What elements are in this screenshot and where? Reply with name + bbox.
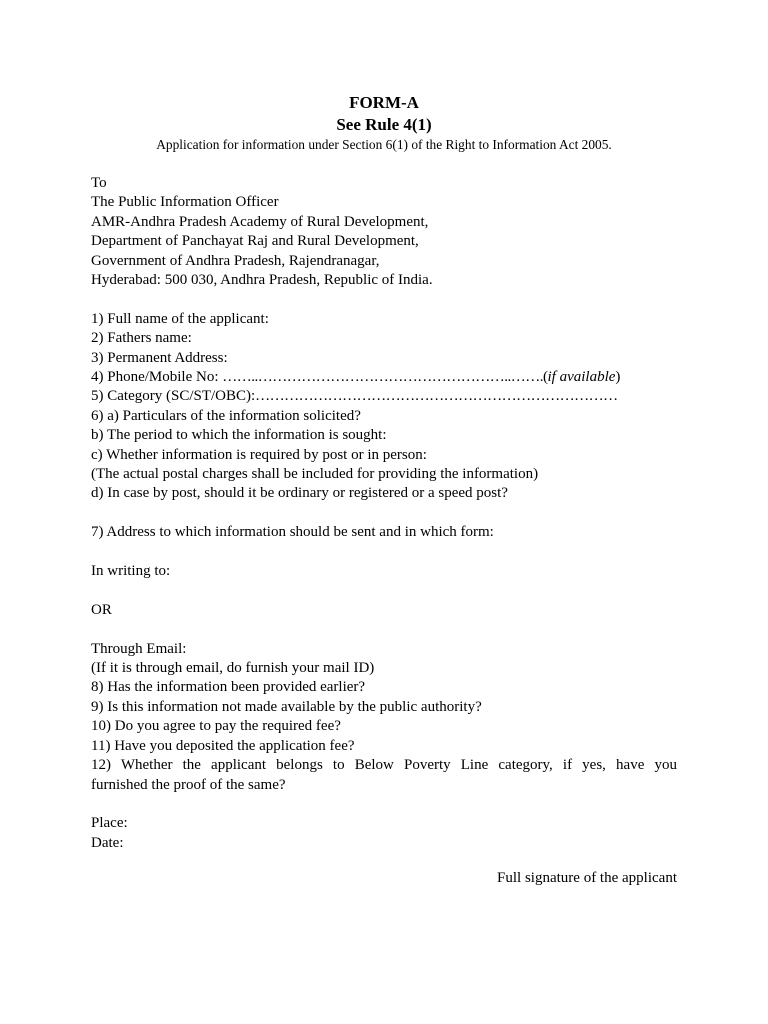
field-fathers-name: 2) Fathers name: — [91, 330, 192, 347]
address-block — [91, 174, 677, 290]
address-city: Hyderabad: 500 030, Andhra Pradesh, Republic of India. — [91, 272, 433, 289]
field-11: 11) Have you deposited the application fee? — [91, 737, 355, 754]
field-6b: b) The period to which the information is sought: — [91, 427, 387, 444]
email-note: (If it is through email, do furnish your mail ID) — [91, 660, 375, 677]
field-category-label: 5) Category (SC/ST/OBC): — [91, 388, 256, 405]
address-to: To — [91, 175, 107, 191]
field-permanent-address: 3) Permanent Address: — [91, 349, 228, 366]
field-phone-close: ) — [615, 369, 621, 386]
field-6a: 6) a) Particulars of the information solicited? — [91, 407, 361, 424]
field-8: 8) Has the information been provided earlier? — [91, 679, 366, 696]
field-7: 7) Address to which information should be sent and in which form: — [91, 524, 494, 541]
field-category — [91, 387, 677, 406]
field-phone-note: if available — [547, 369, 616, 386]
footer-block — [91, 814, 677, 888]
address-org: AMR-Andhra Pradesh Academy of Rural Development, — [91, 213, 429, 230]
place-label: Place: — [91, 815, 128, 832]
field-10: 10) Do you agree to pay the required fee? — [91, 718, 341, 735]
or-separator: OR — [91, 601, 112, 618]
field-6c: c) Whether information is required by post or in person: — [91, 446, 427, 463]
form-subtitle: Application for information under Section 6(1) of the Right to Information Act 2005. — [156, 137, 612, 152]
field-12-line-2: furnished the proof of the same? — [91, 776, 286, 793]
field-12-line-1: 12) Whether the applicant belongs to Below Poverty Line category, if yes, have you — [91, 757, 677, 774]
address-govt: Government of Andhra Pradesh, Rajendranagar, — [91, 252, 380, 269]
field-phone — [91, 368, 677, 387]
in-writing-to: In writing to: — [91, 563, 171, 580]
field-6d: d) In case by post, should it be ordinary or registered or a speed post? — [91, 485, 508, 502]
signature-label: Full signature of the applicant — [497, 870, 677, 887]
form-rule: See Rule 4(1) — [336, 115, 432, 134]
field-category-dots: ………………………………………………………………… — [255, 388, 618, 405]
field-full-name: 1) Full name of the applicant: — [91, 310, 269, 327]
through-email: Through Email: — [91, 640, 187, 657]
field-9: 9) Is this information not made available by the public authority? — [91, 698, 482, 715]
fields-block — [91, 310, 677, 795]
field-6c-note: (The actual postal charges shall be included for providing the information) — [91, 466, 539, 483]
date-label: Date: — [91, 834, 124, 851]
field-phone-label: 4) Phone/Mobile No: — [91, 369, 223, 386]
address-dept: Department of Panchayat Raj and Rural Development, — [91, 233, 419, 250]
field-phone-dots: ……..……………………………………………..…….( — [222, 369, 548, 386]
address-officer: The Public Information Officer — [91, 194, 279, 211]
form-page — [91, 92, 677, 889]
form-title: FORM-A — [349, 93, 419, 112]
